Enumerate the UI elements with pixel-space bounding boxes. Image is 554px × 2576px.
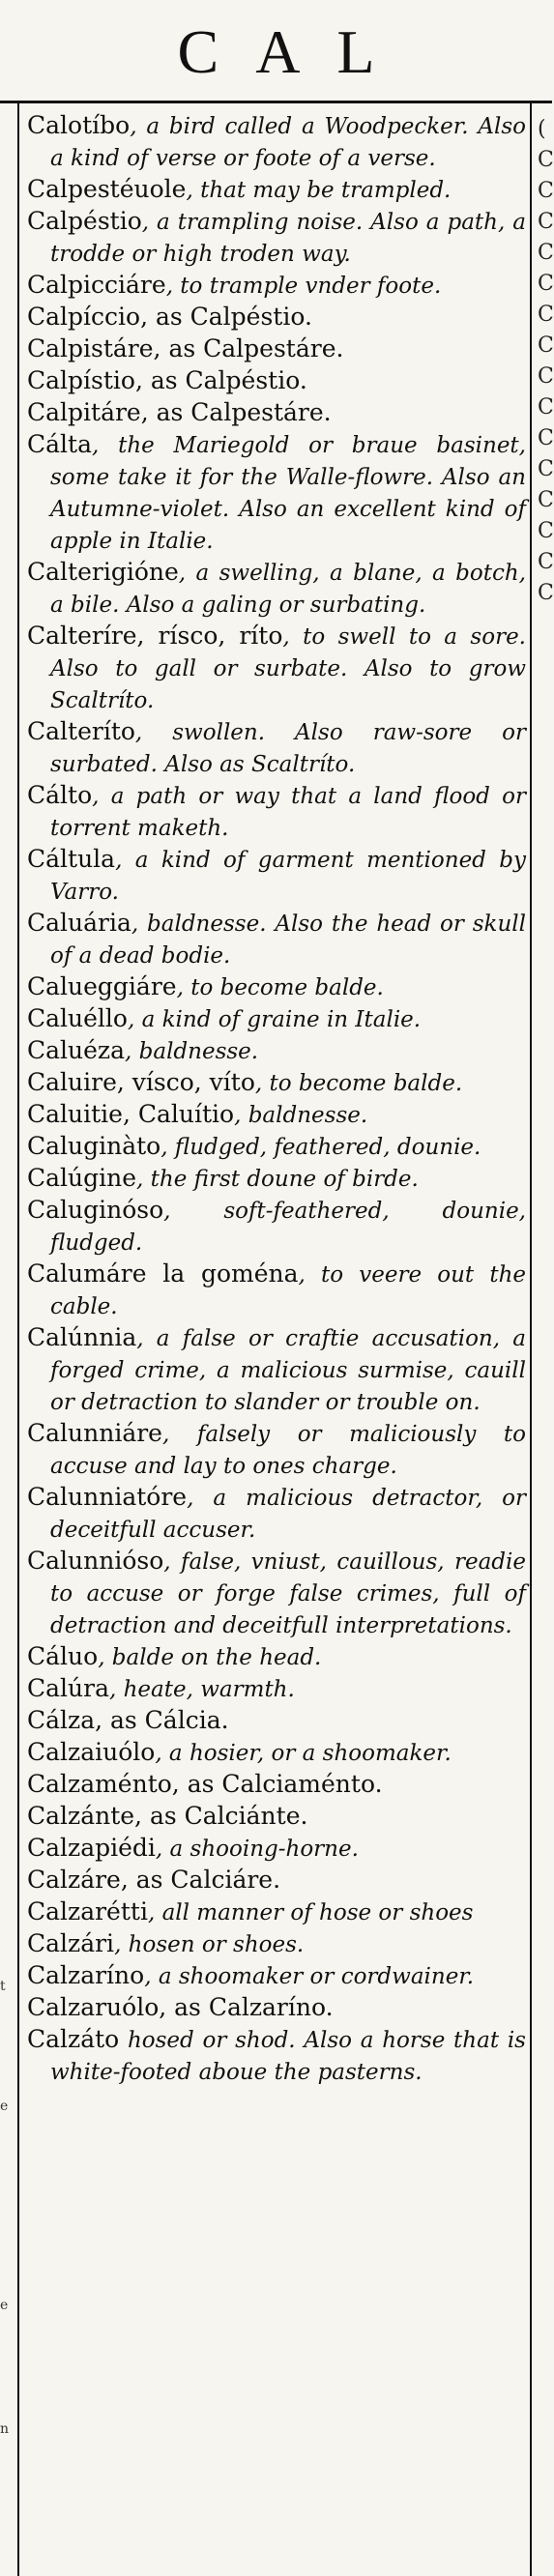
left-margin-mark: e: [0, 2298, 9, 2313]
dictionary-entry: [27, 1641, 526, 1673]
entry-headword: Calzaríno: [27, 1961, 145, 1989]
entry-headword: Cáluo: [27, 1642, 99, 1670]
entry-definition: , a hosier, or a shoomaker.: [155, 1741, 452, 1766]
entry-definition: , to swell to a sore. Also to gall or surbate. Also to grow Scaltríto.: [50, 624, 526, 713]
entry-headword: Calterigióne: [27, 558, 179, 586]
dictionary-entry: [27, 206, 526, 270]
entry-definition: , a malicious detractor, or deceitfull accuser.: [50, 1486, 526, 1543]
entry-definition: , swollen. Also raw-sore or surbated. Also as Scaltríto.: [50, 720, 526, 777]
entry-definition: , false, vniust, cauillous, readie to accuse or forge false crimes, full of detraction and deceitfull interpretations.: [50, 1549, 526, 1638]
dictionary-entry: [27, 1673, 526, 1705]
entry-definition: , balde on the head.: [98, 1645, 322, 1670]
entry-definition: , falsely or maliciously to accuse and lay to ones charge.: [50, 1422, 526, 1479]
entry-headword: Calteríto: [27, 717, 135, 745]
dictionary-entry: [27, 1896, 526, 1928]
dictionary-entry: [27, 557, 526, 621]
dictionary-entry: [27, 1195, 526, 1259]
entry-definition: , baldnesse. Also the head or skull of a dead bodie.: [50, 912, 526, 969]
entry-headword: Caluéllo: [27, 1004, 128, 1032]
dictionary-entry: [27, 1131, 526, 1163]
entry-definition: , soft-feathered, dounie, fludged.: [50, 1199, 526, 1256]
entry-headword: Cáltula: [27, 845, 116, 873]
dictionary-entry: [27, 971, 526, 1003]
dictionary-entry: [27, 1705, 526, 1737]
dictionary-entry: [27, 1259, 526, 1322]
entry-headword: Calunniáre: [27, 1419, 162, 1447]
entry-headword: Calúnnia: [27, 1323, 137, 1351]
left-margin-mark: e: [0, 2098, 9, 2114]
entry-definition: , a shoomaker or cordwainer.: [144, 1964, 475, 1989]
entry-headword: Calpéstio: [27, 207, 142, 235]
entry-headword: Calzánte, as Calciánte.: [27, 1802, 308, 1830]
entry-headword: Cálto: [27, 781, 93, 809]
page-title: CAL: [177, 17, 412, 86]
entry-headword: Caluéza: [27, 1036, 126, 1064]
entry-headword: Caluginàto: [27, 1132, 161, 1160]
entry-headword: Calunniatóre: [27, 1483, 188, 1511]
entry-definition: , to become balde.: [176, 975, 384, 1000]
entry-definition: , the first doune of birde.: [136, 1167, 419, 1192]
entry-headword: Calpíccio, as Calpéstio.: [27, 303, 312, 331]
entry-headword: Caluitie, Caluítio: [27, 1100, 235, 1128]
dictionary-entry: [27, 1035, 526, 1067]
entry-headword: Calzapiédi: [27, 1834, 156, 1862]
dictionary-entry: [27, 270, 526, 302]
entry-list: [27, 110, 526, 2088]
dictionary-entry: [27, 1769, 526, 1801]
entry-headword: Calpistáre, as Calpestáre.: [27, 334, 344, 362]
entry-headword: Calteríre, rísco, ríto: [27, 622, 283, 650]
dictionary-entry: [27, 174, 526, 206]
entry-definition: , to trample vnder foote.: [165, 274, 442, 299]
entry-headword: Calzáto: [27, 2025, 120, 2053]
left-column-rule: [17, 103, 19, 2576]
dictionary-entry: [27, 1418, 526, 1482]
entry-headword: Calzaiuólo: [27, 1738, 156, 1766]
entry-definition: , the Mariegold or braue basinet, some take it for the Walle-flowre. Also an Autumne-violet. Also an excellent kind of apple in Italie.: [50, 433, 526, 554]
entry-headword: Calúra: [27, 1674, 109, 1702]
entry-definition: , a swelling, a blane, a botch, a bile. Also a galing or surbating.: [50, 561, 526, 618]
entry-definition: , a kind of garment mentioned by Varro.: [50, 848, 526, 905]
entry-definition: , to become balde.: [254, 1071, 463, 1096]
dictionary-entry: [27, 302, 526, 333]
left-margin-mark: n: [0, 2421, 10, 2437]
entry-headword: Calueggiáre: [27, 972, 177, 1000]
dictionary-entry: [27, 110, 526, 174]
dictionary-entry: [27, 1801, 526, 1833]
dictionary-entry: [27, 333, 526, 365]
dictionary-entry: [27, 844, 526, 908]
dictionary-entry: [27, 365, 526, 397]
dictionary-entry: [27, 429, 526, 557]
entry-headword: Caluária: [27, 909, 131, 937]
entry-headword: Calzaménto, as Calciaménto.: [27, 1770, 383, 1798]
dictionary-entry: [27, 1992, 526, 2024]
dictionary-entry: [27, 716, 526, 780]
entry-definition: , baldnesse.: [234, 1103, 368, 1128]
dictionary-entry: [27, 621, 526, 716]
dictionary-entry: [27, 1003, 526, 1035]
entry-headword: Calunnióso: [27, 1547, 164, 1575]
dictionary-entry: [27, 397, 526, 429]
entry-definition: , baldnesse.: [125, 1039, 259, 1064]
entry-definition: , heate, warmth.: [109, 1677, 295, 1702]
entry-headword: Calpestéuole: [27, 175, 187, 203]
entry-definition: , a shooing-horne.: [155, 1837, 359, 1862]
dictionary-entry: [27, 1833, 526, 1865]
left-margin-mark: t: [0, 1979, 6, 1994]
entry-headword: Calumáre la goména: [27, 1259, 299, 1288]
entry-headword: Calpicciáre: [27, 271, 166, 299]
dictionary-entry: [27, 1163, 526, 1195]
entry-headword: Cálza, as Cálcia.: [27, 1706, 229, 1734]
entry-headword: Calzári: [27, 1929, 115, 1957]
entry-definition: , a false or craftie accusation, a forged crime, a malicious surmise, cauill or detraction to slander or trouble on.: [50, 1326, 526, 1415]
entry-headword: Calzaruólo, as Calzaríno.: [27, 1993, 334, 2021]
entry-headword: Caluire, vísco, víto: [27, 1068, 255, 1096]
entry-definition: , that may be trampled.: [186, 178, 452, 203]
entry-headword: Calzáre, as Calciáre.: [27, 1866, 281, 1894]
dictionary-entry: [27, 780, 526, 844]
entry-headword: Calpitáre, as Calpestáre.: [27, 398, 332, 426]
entry-definition: , to veere out the cable.: [50, 1262, 526, 1319]
entry-definition: , a trampling noise. Also a path, a trodde or high troden way.: [50, 210, 526, 267]
dictionary-entry: [27, 1737, 526, 1769]
entry-definition: , fludged, feathered, dounie.: [160, 1135, 481, 1160]
dictionary-entry: [27, 908, 526, 971]
dictionary-entry: [27, 1067, 526, 1099]
header-rule: [0, 101, 552, 103]
entry-definition: , a path or way that a land flood or torrent maketh.: [50, 784, 526, 841]
entry-definition: , hosen or shoes.: [114, 1932, 305, 1957]
page-header: [0, 0, 552, 108]
entry-headword: Calzarétti: [27, 1897, 148, 1925]
dictionary-entry: [27, 2024, 526, 2088]
entry-headword: Calotíbo: [27, 111, 131, 139]
dictionary-entry: [27, 1865, 526, 1896]
entry-headword: Caluginóso: [27, 1196, 164, 1224]
entry-definition: hosed or shod. Also a horse that is white-footed aboue the pasterns.: [50, 2028, 526, 2085]
entry-headword: Calpístio, as Calpéstio.: [27, 366, 307, 394]
dictionary-entry: [27, 1928, 526, 1960]
dictionary-entry: [27, 1960, 526, 1992]
dictionary-entry: [27, 1099, 526, 1131]
entry-definition: , all manner of hose or shoes: [147, 1900, 474, 1925]
dictionary-entry: [27, 1546, 526, 1641]
entry-headword: Cálta: [27, 430, 92, 458]
entry-definition: , a bird called a Woodpecker. Also a kind of verse or foote of a verse.: [50, 114, 526, 171]
entry-headword: Calúgine: [27, 1164, 137, 1192]
entry-definition: , a kind of graine in Italie.: [127, 1007, 422, 1032]
right-column-rule: [530, 103, 532, 2576]
dictionary-entry: [27, 1322, 526, 1418]
adjacent-column-edge: ( C C C C C C C C C C C C C C C: [538, 117, 554, 605]
dictionary-entry: [27, 1482, 526, 1546]
